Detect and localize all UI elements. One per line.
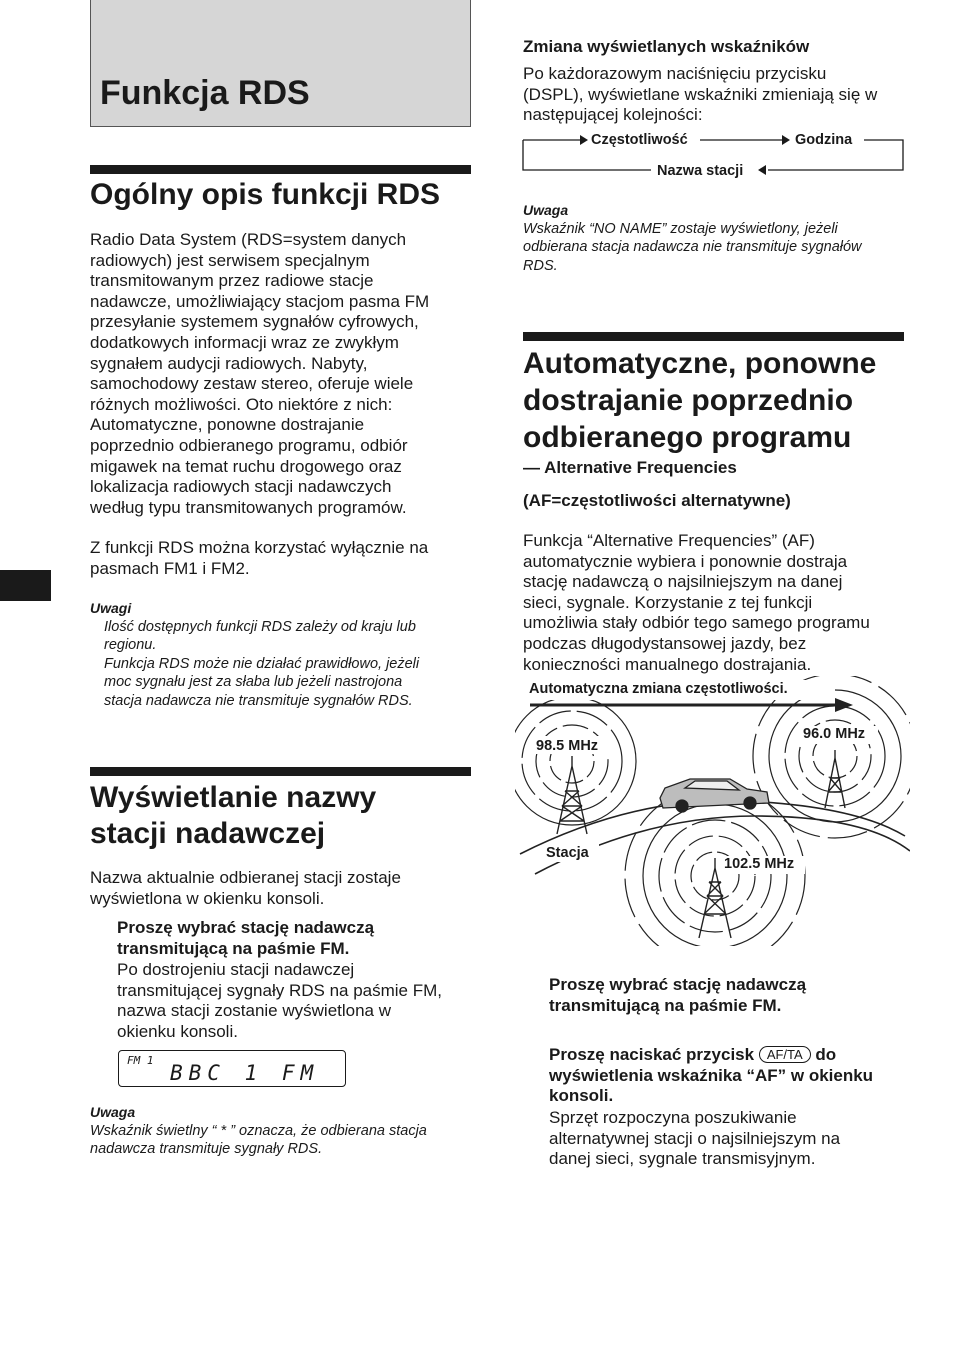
lcd-station-name: BBC 1 FM (170, 1061, 320, 1085)
page-title: Funkcja RDS (100, 74, 310, 112)
af-description: Funkcja “Alternative Frequencies” (AF) automatycznie wybiera i ponownie dostraja stację nadawczą o najsilniejszym na danej sieci, sygnale. Korzystanie z tej funkcji umożliwia stały odbiór tego samego programu podczas długodystansowej jazdy, bez konieczności manualnego dostrajania. (523, 531, 870, 674)
section-rule (90, 767, 471, 776)
note-text: Wskaźnik “NO NAME” zostaje wyświetlony, jeżeli odbierana stacja nadawcza nie transmituje sygnałów RDS. (523, 221, 862, 274)
step-description: Po dostrojeniu stacji nadawczej transmitującej sygnały RDS na paśmie FM, nazwa stacji zostanie wyświetlona w okienku konsoli. (117, 960, 443, 1041)
radio-waves-right (753, 676, 910, 838)
frequency-label-right: 96.0 MHz (803, 726, 866, 742)
rds-bands-text: Z funkcji RDS można korzystać wyłącznie na pasmach FM1 i FM2. (90, 538, 429, 578)
section-heading-station-name: Wyświetlanie nazwy stacji nadawczej (90, 781, 377, 850)
step-1-instruction: Proszę wybrać stację nadawczą transmitującą na paśmie FM. (549, 975, 807, 1015)
lcd-band-label: FM 1 (127, 1054, 154, 1067)
step-instruction: Proszę wybrać stację nadawczą transmitującą na paśmie FM. (117, 918, 375, 958)
subheading-af-meaning: (AF=częstotliwości alternatywne) (523, 491, 791, 510)
section-rule (90, 165, 471, 174)
section-heading-rds-overview: Ogólny opis funkcji RDS (90, 178, 441, 211)
note-heading: Uwaga (523, 202, 569, 218)
car-icon (660, 779, 769, 812)
flow-item-clock: Godzina (792, 132, 855, 148)
section-heading-af: Automatyczne, ponowne dostrajanie poprzednio odbieranego programu (523, 347, 877, 454)
af-illustration (515, 676, 910, 946)
station-label: Stacja (546, 845, 589, 861)
section-rule (523, 332, 904, 341)
flow-item-frequency: Częstotliwość (588, 132, 691, 148)
note-text: Ilość dostępnych funkcji RDS zależy od kraju lub regionu. Funkcja RDS może nie działać prawidłowo, jeżeli moc sygnału jest za słaba lub jeżeli nastrojona stacja nadawcza nie transmituje sygnałów RDS. (104, 619, 420, 709)
note-text: Wskaźnik świetlny “ * ” oznacza, że odbierana stacja nadawcza transmituje sygnały RDS. (90, 1123, 427, 1158)
subsection-heading-display: Zmiana wyświetlanych wskaźników (523, 37, 810, 56)
note-heading: Uwaga (90, 1104, 136, 1120)
display-change-text: Po każdorazowym naciśnięciu przycisku (DSPL), wyświetlane wskaźniki zmieniają się w następującej kolejności: (523, 64, 878, 125)
flow-item-station-name: Nazwa stacji (654, 163, 746, 179)
step-2-description: Sprzęt rozpoczyna poszukiwanie alternatywnej stacji o najsilniejszym na danej sieci, sygnale transmisyjnym. (549, 1108, 841, 1169)
subheading-af: — Alternative Frequencies (523, 458, 737, 477)
direction-arrow-head (835, 698, 853, 712)
rds-overview-text: Radio Data System (RDS=system danych radiowych) jest serwisem specjalnym transmitowanym przez radiowe stacje nadawcze, umożliwiający stacjom pasma FM przesyłanie systemem sygnałów cyfrowych, dodatkowych informacji wraz ze zwykłym sygnałem audycji radiowych. Nabyty, samochodowy zestaw stereo, oferuje wiele różnych możliwości. Oto niektóre z nich: Automatyczne, ponowne dostrajanie poprzednio odbieranego programu, odbiór migawek na temat ruchu drogowego oraz lokalizacja radiowych stacji nadawczych według typu transmitowanych programów. (90, 230, 430, 517)
note-heading: Uwagi (90, 600, 132, 616)
af-ta-button-label: AF/TA (759, 1046, 811, 1063)
tower-icon (825, 750, 845, 808)
step-2-instruction: Proszę naciskać przycisk AF/TA do wyświetlenia wskaźnika “AF” w okienku konsoli. (549, 1045, 874, 1106)
frequency-label-bottom: 102.5 MHz (724, 856, 795, 872)
side-tab-marker (0, 570, 51, 601)
illustration-caption: Automatyczna zmiana częstotliwości. (529, 681, 788, 697)
frequency-label-left: 98.5 MHz (536, 738, 599, 754)
station-name-intro: Nazwa aktualnie odbieranej stacji zostaje wyświetlona w okienku konsoli. (90, 868, 401, 908)
